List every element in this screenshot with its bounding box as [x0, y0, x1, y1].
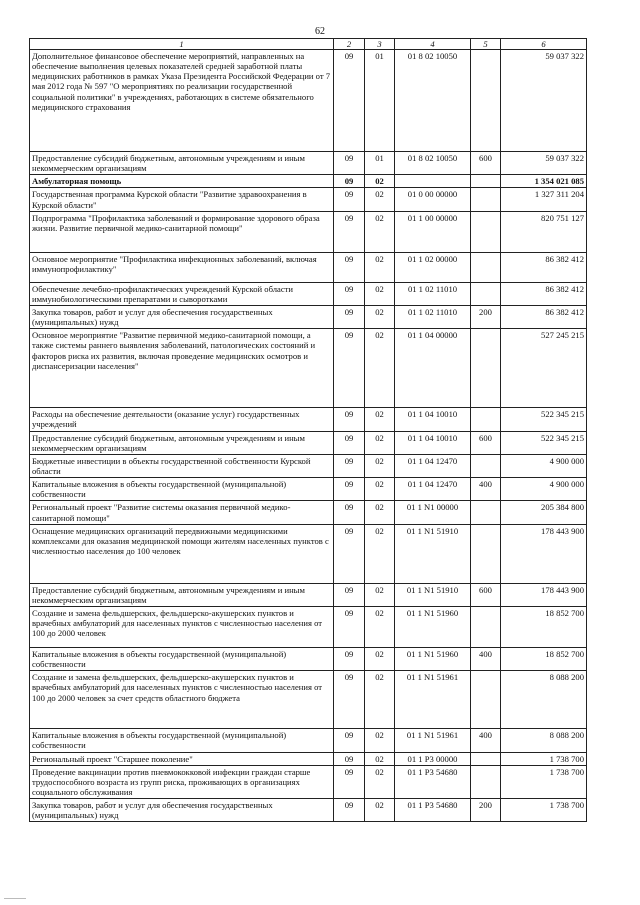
row-amount: 1 738 700 [501, 799, 587, 822]
header-cell-subsection: 3 [365, 39, 395, 50]
table-row [30, 408, 587, 431]
row-expense-type [471, 211, 501, 252]
row-section: 09 [334, 752, 365, 765]
row-subsection: 02 [365, 478, 395, 501]
row-subsection: 02 [365, 431, 395, 454]
row-target-article: 01 8 02 10050 [395, 152, 471, 175]
row-target-article: 01 1 04 10010 [395, 431, 471, 454]
table-row [30, 431, 587, 454]
budget-table [29, 38, 587, 822]
row-expense-type [471, 252, 501, 282]
row-expense-type [471, 408, 501, 431]
row-name: Региональный проект "Старшее поколение" [30, 752, 334, 765]
row-subsection: 02 [365, 175, 395, 188]
row-name: Расходы на обеспечение деятельности (оказание услуг) государственных учреждений [30, 408, 334, 431]
row-section: 09 [334, 454, 365, 477]
row-amount: 86 382 412 [501, 305, 587, 328]
table-row [30, 752, 587, 765]
row-amount: 527 245 215 [501, 329, 587, 408]
row-subsection: 01 [365, 152, 395, 175]
row-subsection: 02 [365, 583, 395, 606]
row-target-article: 01 1 P3 54680 [395, 799, 471, 822]
row-section: 09 [334, 431, 365, 454]
row-subsection: 02 [365, 454, 395, 477]
row-expense-type [471, 524, 501, 583]
row-name: Создание и замена фельдшерских, фельдшерско-акушерских пунктов и врачебных амбулаторий для населенных пунктов с численностью населения от 100 до 2000 человек за счет средств областного бюджета [30, 671, 334, 729]
row-target-article: 01 1 N1 00000 [395, 501, 471, 524]
row-amount: 522 345 215 [501, 408, 587, 431]
row-expense-type [471, 501, 501, 524]
row-expense-type: 200 [471, 305, 501, 328]
row-name: Основное мероприятие "Профилактика инфекционных заболеваний, включая иммунопрофилактику" [30, 252, 334, 282]
row-name: Региональный проект "Развитие системы оказания первичной медико-санитарной помощи" [30, 501, 334, 524]
row-name: Амбулаторная помощь [30, 175, 334, 188]
page-number: 62 [315, 26, 325, 37]
row-target-article: 01 1 02 11010 [395, 282, 471, 305]
row-expense-type [471, 175, 501, 188]
table-row [30, 501, 587, 524]
row-subsection: 02 [365, 524, 395, 583]
row-target-article: 01 1 N1 51961 [395, 671, 471, 729]
table-row [30, 524, 587, 583]
header-cell-expense-type: 5 [471, 39, 501, 50]
row-amount: 522 345 215 [501, 431, 587, 454]
row-section: 09 [334, 729, 365, 752]
table-row [30, 188, 587, 211]
row-section: 09 [334, 188, 365, 211]
header-cell-section: 2 [334, 39, 365, 50]
header-cell-amount: 6 [501, 39, 587, 50]
row-section: 09 [334, 329, 365, 408]
row-target-article: 01 1 N1 51910 [395, 524, 471, 583]
row-name: Предоставление субсидий бюджетным, автономным учреждениям и иным некоммерческим организациям [30, 431, 334, 454]
row-name: Капитальные вложения в объекты государственной (муниципальной) собственности [30, 729, 334, 752]
row-target-article: 01 1 N1 51960 [395, 647, 471, 670]
row-name: Дополнительное финансовое обеспечение мероприятий, направленных на обеспечение выполнения целевых показателей средней заработной платы медицинских работников в рамках Указа Президента Российской Федерации от 7 мая 2012 года № 597 "О мероприятиях по реализации государственной социальной политики" в учреждениях, работающих в системе обязательного медицинского страхования [30, 50, 334, 152]
row-name: Государственная программа Курской области "Развитие здравоохранения в Курской области" [30, 188, 334, 211]
row-section: 09 [334, 524, 365, 583]
row-expense-type [471, 282, 501, 305]
row-target-article: 01 8 02 10050 [395, 50, 471, 152]
row-target-article: 01 0 00 00000 [395, 188, 471, 211]
row-subsection: 02 [365, 305, 395, 328]
row-target-article: 01 1 04 10010 [395, 408, 471, 431]
row-section: 09 [334, 211, 365, 252]
table-row [30, 799, 587, 822]
table-row [30, 606, 587, 647]
row-target-article: 01 1 04 12470 [395, 454, 471, 477]
row-target-article: 01 1 N1 51960 [395, 606, 471, 647]
scan-edge-mark [4, 898, 26, 899]
row-target-article: 01 1 02 11010 [395, 305, 471, 328]
row-subsection: 01 [365, 50, 395, 152]
row-name: Закупка товаров, работ и услуг для обеспечения государственных (муниципальных) нужд [30, 305, 334, 328]
row-amount: 1 738 700 [501, 765, 587, 798]
row-expense-type [471, 329, 501, 408]
row-name: Проведение вакцинации против пневмококковой инфекции граждан старше трудоспособного возраста из групп риска, проживающих в организациях социального обслуживания [30, 765, 334, 798]
row-amount: 4 900 000 [501, 454, 587, 477]
table-row [30, 152, 587, 175]
row-amount: 59 037 322 [501, 50, 587, 152]
row-subsection: 02 [365, 765, 395, 798]
row-target-article: 01 1 P3 00000 [395, 752, 471, 765]
row-subsection: 02 [365, 606, 395, 647]
row-section: 09 [334, 799, 365, 822]
row-amount: 8 088 200 [501, 671, 587, 729]
row-name: Оснащение медицинских организаций передвижными медицинскими комплексами для оказания медицинской помощи жителям населенных пунктов с численностью населения до 100 человек [30, 524, 334, 583]
row-subsection: 02 [365, 729, 395, 752]
row-amount: 18 852 700 [501, 606, 587, 647]
row-name: Подпрограмма "Профилактика заболеваний и формирование здорового образа жизни. Развитие первичной медико-санитарной помощи" [30, 211, 334, 252]
row-amount: 18 852 700 [501, 647, 587, 670]
row-expense-type: 600 [471, 152, 501, 175]
row-subsection: 02 [365, 252, 395, 282]
row-target-article: 01 1 N1 51961 [395, 729, 471, 752]
table-row [30, 329, 587, 408]
row-section: 09 [334, 50, 365, 152]
row-expense-type [471, 765, 501, 798]
row-name: Капитальные вложения в объекты государственной (муниципальной) собственности [30, 647, 334, 670]
row-name: Основное мероприятие "Развитие первичной медико-санитарной помощи, а также системы раннего выявления заболеваний, патологических состояний и факторов риска их развития, включая проведение медицинских осмотров и диспансеризации населения" [30, 329, 334, 408]
row-subsection: 02 [365, 501, 395, 524]
row-expense-type: 400 [471, 478, 501, 501]
table-row [30, 282, 587, 305]
row-name: Капитальные вложения в объекты государственной (муниципальной) собственности [30, 478, 334, 501]
table-row [30, 305, 587, 328]
row-amount: 820 751 127 [501, 211, 587, 252]
table-row [30, 478, 587, 501]
row-section: 09 [334, 606, 365, 647]
row-subsection: 02 [365, 188, 395, 211]
row-section: 09 [334, 152, 365, 175]
row-subsection: 02 [365, 211, 395, 252]
row-expense-type: 200 [471, 799, 501, 822]
row-expense-type [471, 188, 501, 211]
row-subsection: 02 [365, 671, 395, 729]
row-expense-type: 600 [471, 431, 501, 454]
row-amount: 86 382 412 [501, 282, 587, 305]
header-cell-target-article: 4 [395, 39, 471, 50]
row-name: Предоставление субсидий бюджетным, автономным учреждениям и иным некоммерческим организациям [30, 583, 334, 606]
header-cell-name: 1 [30, 39, 334, 50]
header-row [30, 39, 587, 50]
row-amount: 8 088 200 [501, 729, 587, 752]
row-expense-type: 400 [471, 729, 501, 752]
row-target-article: 01 1 00 00000 [395, 211, 471, 252]
row-name: Бюджетные инвестиции в объекты государственной собственности Курской области [30, 454, 334, 477]
row-target-article: 01 1 02 00000 [395, 252, 471, 282]
row-expense-type [471, 454, 501, 477]
row-section: 09 [334, 408, 365, 431]
row-target-article: 01 1 04 12470 [395, 478, 471, 501]
table-row [30, 765, 587, 798]
row-amount: 178 443 900 [501, 583, 587, 606]
row-expense-type [471, 606, 501, 647]
table-row [30, 647, 587, 670]
row-target-article [395, 175, 471, 188]
table-row [30, 729, 587, 752]
row-target-article: 01 1 P3 54680 [395, 765, 471, 798]
row-amount: 178 443 900 [501, 524, 587, 583]
row-section: 09 [334, 765, 365, 798]
row-section: 09 [334, 583, 365, 606]
row-expense-type [471, 50, 501, 152]
table-row [30, 252, 587, 282]
row-amount: 4 900 000 [501, 478, 587, 501]
row-expense-type [471, 752, 501, 765]
row-section: 09 [334, 252, 365, 282]
row-subsection: 02 [365, 329, 395, 408]
row-amount: 205 384 800 [501, 501, 587, 524]
row-subsection: 02 [365, 647, 395, 670]
row-expense-type [471, 671, 501, 729]
row-expense-type: 400 [471, 647, 501, 670]
row-target-article: 01 1 04 00000 [395, 329, 471, 408]
row-section: 09 [334, 647, 365, 670]
row-target-article: 01 1 N1 51910 [395, 583, 471, 606]
table-row [30, 454, 587, 477]
table-row [30, 211, 587, 252]
row-section: 09 [334, 282, 365, 305]
row-expense-type: 600 [471, 583, 501, 606]
row-section: 09 [334, 478, 365, 501]
row-subsection: 02 [365, 282, 395, 305]
row-subsection: 02 [365, 799, 395, 822]
row-amount: 1 354 021 085 [501, 175, 587, 188]
row-name: Обеспечение лечебно-профилактических учреждений Курской области иммунобиологическими препаратами и сыворотками [30, 282, 334, 305]
row-amount: 1 327 311 204 [501, 188, 587, 211]
row-name: Предоставление субсидий бюджетным, автономным учреждениям и иным некоммерческим организациям [30, 152, 334, 175]
row-amount: 59 037 322 [501, 152, 587, 175]
row-section: 09 [334, 671, 365, 729]
row-section: 09 [334, 305, 365, 328]
row-name: Закупка товаров, работ и услуг для обеспечения государственных (муниципальных) нужд [30, 799, 334, 822]
row-amount: 86 382 412 [501, 252, 587, 282]
row-name: Создание и замена фельдшерских, фельдшерско-акушерских пунктов и врачебных амбулаторий для населенных пунктов с численностью населения от 100 до 2000 человек [30, 606, 334, 647]
table-row [30, 671, 587, 729]
row-section: 09 [334, 501, 365, 524]
row-subsection: 02 [365, 408, 395, 431]
table-row [30, 50, 587, 152]
row-section: 09 [334, 175, 365, 188]
table-row [30, 175, 587, 188]
row-subsection: 02 [365, 752, 395, 765]
row-amount: 1 738 700 [501, 752, 587, 765]
table-row [30, 583, 587, 606]
